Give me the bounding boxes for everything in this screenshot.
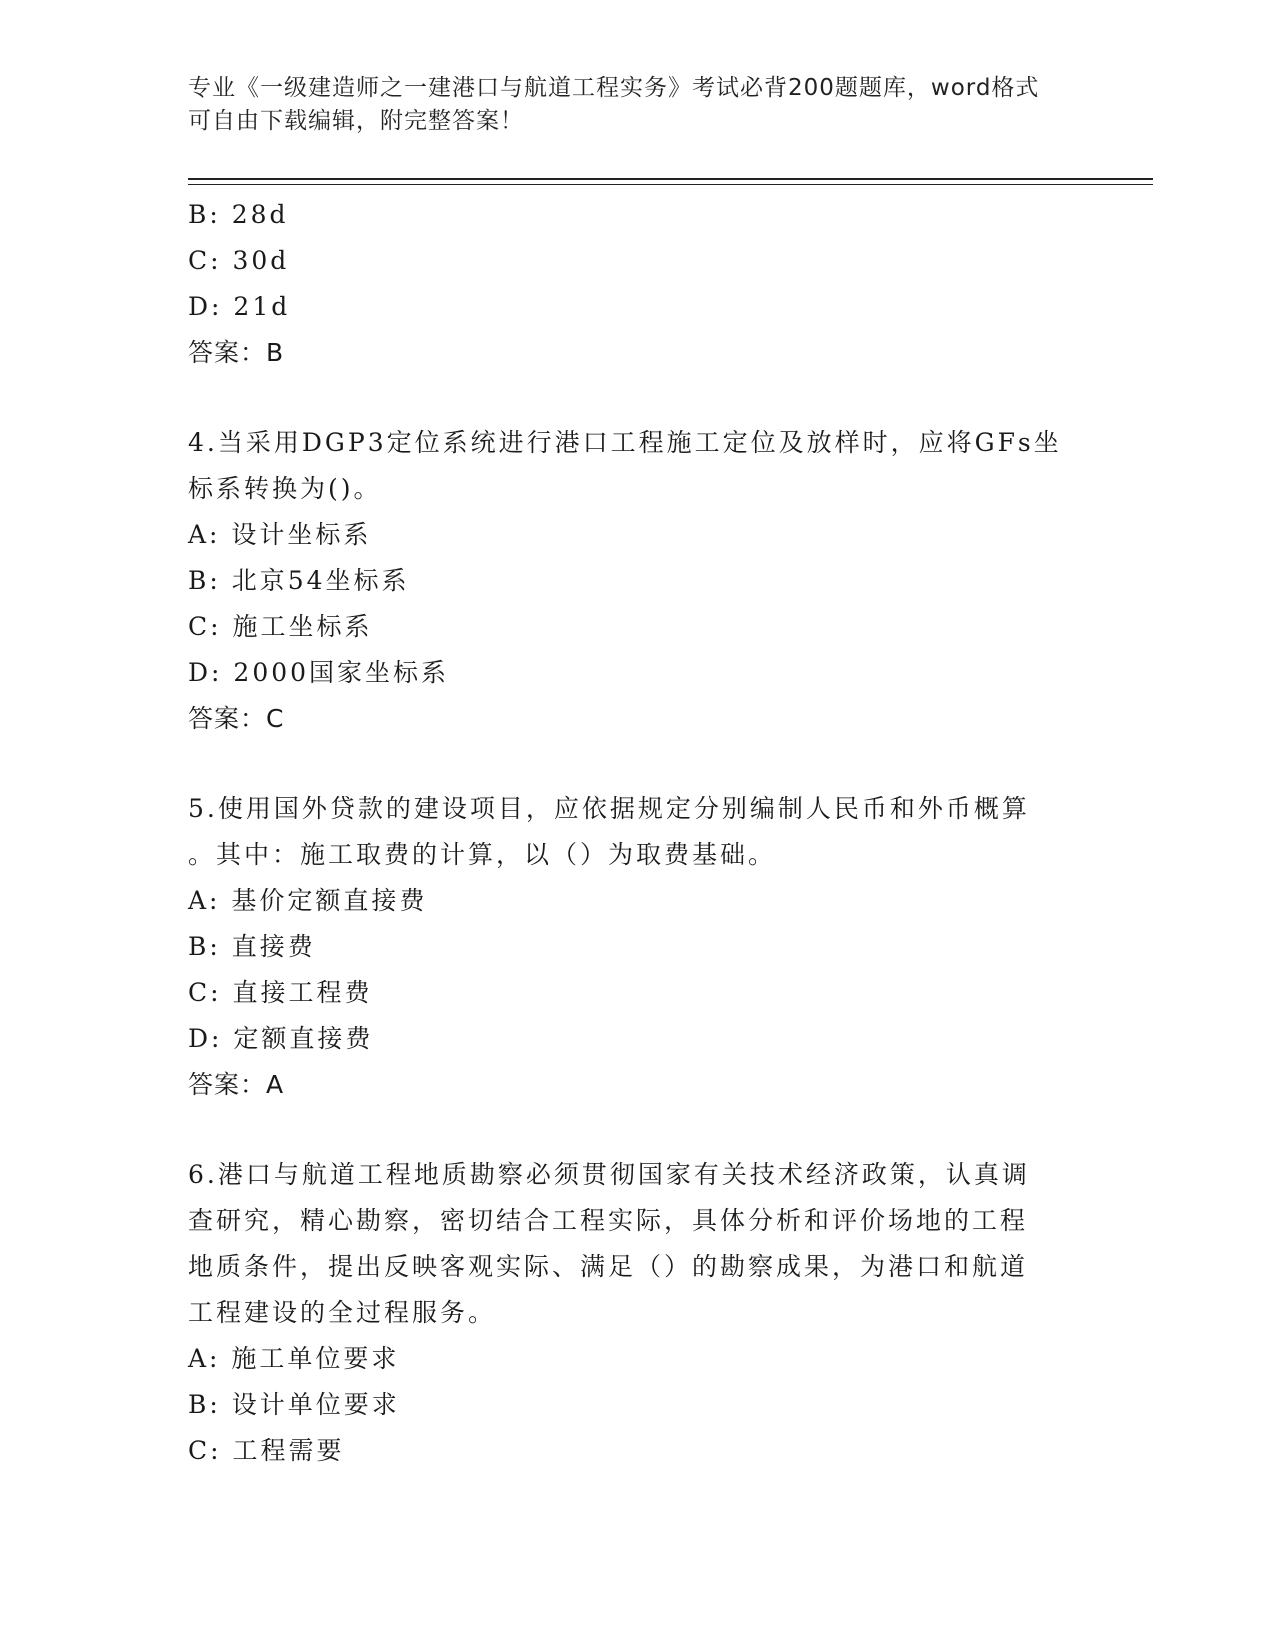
question-stem-line: 查研究，精心勘察，密切结合工程实际，具体分析和评价场地的工程 (188, 1206, 1029, 1235)
option-a: A: 施工单位要求 (188, 1344, 400, 1373)
header-rule-thin (188, 184, 1153, 185)
header-line-2: 可自由下载编辑，附完整答案！ (188, 108, 524, 134)
option-d: D: 定额直接费 (188, 1024, 374, 1053)
option-c: C: 30d (188, 246, 290, 275)
question-stem-line: 5.使用国外贷款的建设项目，应依据规定分别编制人民币和外币概算 (188, 794, 1030, 823)
spacer (188, 742, 1088, 786)
question-6 (188, 1152, 1088, 1474)
spacer (188, 376, 1088, 420)
question-stem-line: 4.当采用DGP3定位系统进行港口工程施工定位及放样时，应将GFs坐 (188, 428, 1062, 457)
option-c: C: 直接工程费 (188, 978, 373, 1007)
option-b: B: 直接费 (188, 932, 316, 961)
option-c: C: 工程需要 (188, 1436, 345, 1465)
question-stem-line: 工程建设的全过程服务。 (188, 1298, 497, 1327)
question-stem-line: 地质条件，提出反映客观实际、满足（）的勘察成果，为港口和航道 (188, 1252, 1029, 1281)
option-a: A: 基价定额直接费 (188, 886, 428, 915)
option-d: D: 21d (188, 292, 291, 321)
option-b: B: 28d (188, 200, 289, 229)
question-3-tail (188, 192, 1088, 376)
option-b: B: 北京54坐标系 (188, 566, 410, 595)
answer: 答案：C (188, 704, 285, 733)
answer: 答案：A (188, 1070, 285, 1099)
document-header (188, 72, 1068, 138)
option-a: A: 设计坐标系 (188, 520, 372, 549)
option-d: D: 2000国家坐标系 (188, 658, 450, 687)
question-stem-line: 标系转换为()。 (188, 474, 382, 503)
question-stem-line: 6.港口与航道工程地质勘察必须贯彻国家有关技术经济政策，认真调 (188, 1160, 1030, 1189)
spacer (188, 1108, 1088, 1152)
option-c: C: 施工坐标系 (188, 612, 373, 641)
question-4 (188, 420, 1088, 742)
header-line-1: 专业《一级建造师之一建港口与航道工程实务》考试必背200题题库，word格式 (188, 75, 1040, 101)
question-stem-line: 。其中：施工取费的计算，以（）为取费基础。 (188, 840, 777, 869)
question-content (188, 192, 1088, 1474)
question-5 (188, 786, 1088, 1108)
header-rule-thick (188, 178, 1153, 180)
answer: 答案：B (188, 338, 285, 367)
option-b: B: 设计单位要求 (188, 1390, 400, 1419)
